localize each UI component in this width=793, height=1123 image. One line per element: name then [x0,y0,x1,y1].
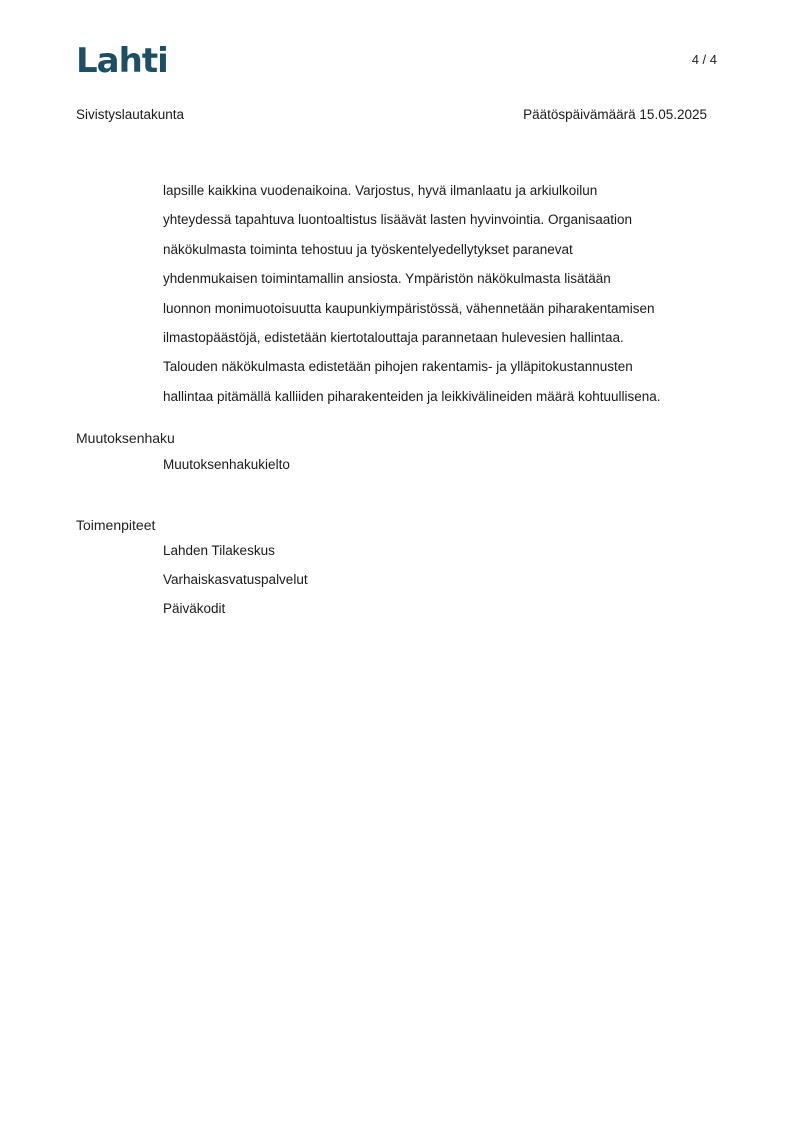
body-line: hallintaa pitämällä kalliiden piharakenteiden ja leikkivälineiden määrä kohtuullisena. [163,388,661,404]
lahti-logo: Lahti [76,41,168,81]
body-line: lapsille kaikkina vuodenaikoina. Varjostus, hyvä ilmanlaatu ja arkiulkoilun [163,183,598,198]
body-paragraph [163,176,728,411]
body-line: yhteydessä tapahtuva luontoaltistus lisäävät lasten hyvinvointia. Organisaation [163,212,633,228]
toimenpiteet-item: Päiväkodit [163,601,226,616]
body-line: näkökulmasta toiminta tehostuu ja työskentelyedellytykset paranevat [163,241,573,257]
toimenpiteet-heading: Toimenpiteet [76,517,156,533]
body-line: yhdenmukaisen toimintamallin ansiosta. Ympäristön näkökulmasta lisätään [163,271,611,287]
decision-date: Päätöspäivämäärä 15.05.2025 [523,107,707,122]
muutoksenhaku-value: Muutoksenhakukielto [163,457,290,472]
muutoksenhaku-heading: Muutoksenhaku [76,430,175,446]
body-line: ilmastopäästöjä, edistetään kiertotalouttaja parannetaan hulevesien hallintaa. [163,330,624,346]
committee-name: Sivistyslautakunta [76,107,185,122]
toimenpiteet-item: Lahden Tilakeskus [163,543,275,558]
body-line: Talouden näkökulmasta edistetään pihojen rakentamis- ja ylläpitokustannusten [163,359,633,375]
page-number: 4 / 4 [691,52,717,67]
body-line: luonnon monimuotoisuutta kaupunkiympäristössä, vähennetään piharakentamisen [163,300,655,316]
toimenpiteet-item: Varhaiskasvatuspalvelut [163,572,308,587]
